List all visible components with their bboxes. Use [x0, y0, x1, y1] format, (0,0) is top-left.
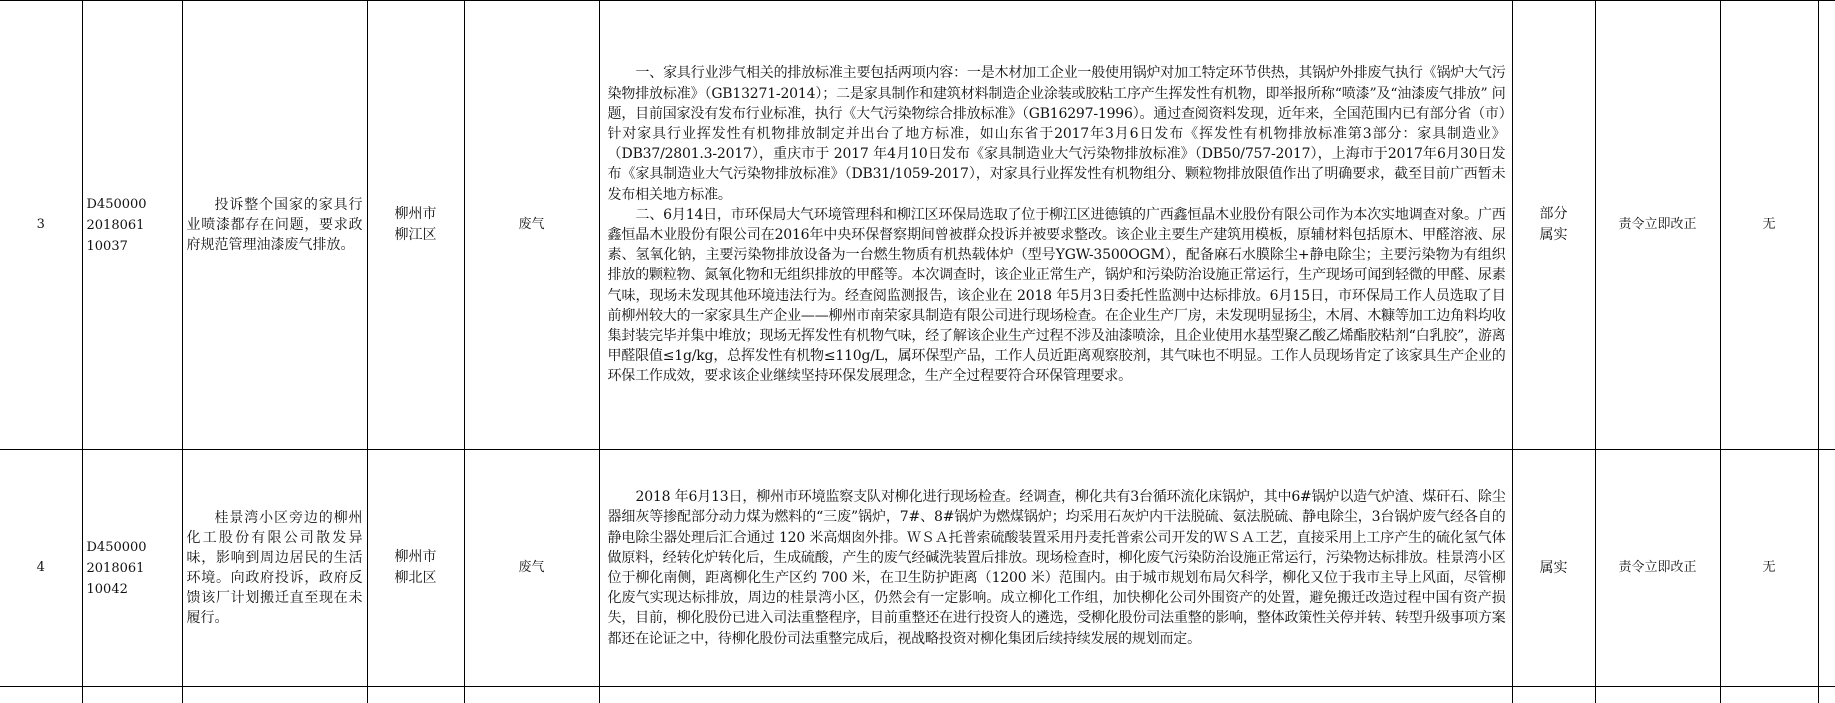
location-line: 柳北区: [368, 568, 464, 589]
action-cell: 责令立即改正: [1595, 450, 1720, 687]
pollution-type-cell: 废气: [464, 1, 599, 450]
status-line: 属实: [1513, 225, 1595, 246]
action-cell: 责令立即改正: [1595, 1, 1720, 450]
table-row: [0, 450, 1835, 687]
empty-cell: [182, 687, 367, 703]
location-line: 柳州市: [368, 547, 464, 568]
complaint-cell: [182, 450, 367, 687]
investigation-paragraph: 二、6月14日，市环保局大气环境管理科和柳江区环保局选取了位于柳江区进德镇的广西鑫恒晶木业股份有限公司作为本次实地调查对象。广西鑫恒晶木业股份有限公司在2016年中央环保督察期间曾被群众投诉并被要求整改。该企业主要生产建筑用模板，原辅材料包括原木、甲醛溶液、尿素、氢氧化钠，主要污染物排放设备为一台燃生物质有机热载体炉（型号YGW-3500OGM），配备麻石水膜除尘+静电除尘；主要污染物为有组织排放的颗粒物、氮氧化物和无组织排放的甲醛等。本次调查时，该企业正常生产，锅炉和污染防治设施正常运行，生产现场可闻到轻微的甲醛、尿素气味，现场未发现其他环境违法行为。经查阅监测报告，该企业在 2018 年5月3日委托性监测中达标排放。6月15日，市环保局工作人员选取了目前柳州较大的一家家具生产企业——柳州市南荣家具制造有限公司进行现场检查。在企业生产厂房，未发现明显扬尘，木屑、木糠等加工边角料均收集封装完毕并集中堆放；现场无挥发性有机物气味，经了解该企业生产过程不涉及油漆喷涂，且企业使用水基型聚乙酸乙烯酯胶粘剂“白乳胶”，游离甲醛限值≤1g/kg，总挥发性有机物≤110g/L，属环保型产品，工作人员近距离观察胶剂，其气味也不明显。工作人员现场肯定了该家具生产企业的环保工作成效，要求该企业继续坚持环保发展理念，生产全过程要符合环保管理要求。: [608, 205, 1506, 387]
table-row-partial: [0, 687, 1835, 703]
empty-cell: [1818, 687, 1835, 703]
case-id-cell: [82, 1, 182, 450]
status-line: 部分: [1513, 204, 1595, 225]
accountability-cell: 无: [1720, 1, 1818, 450]
location-cell: [367, 1, 464, 450]
investigation-cell: [599, 1, 1512, 450]
verification-status-cell: [1512, 1, 1595, 450]
case-id-line: 2018061: [87, 558, 182, 579]
empty-cell: [1595, 687, 1720, 703]
investigation-paragraph: 2018 年6月13日，柳州市环境监察支队对柳化进行现场检查。经调查，柳化共有3台循环流化床锅炉，其中6#锅炉以造气炉渣、煤矸石、除尘器细灰等掺配部分动力煤为燃料的“三废”锅炉，7#、8#锅炉为燃煤锅炉；均采用石灰炉内干法脱硫、氨法脱硫、静电除尘，3台锅炉废气经各自的静电除尘器处理后汇合通过 120 米高烟囱外排。ＷＳＡ托普索硫酸装置采用丹麦托普索公司开发的ＷＳＡ工艺，直接采用上工序产生的硫化氢气体做原料，经转化炉转化后，生成硫酸，产生的废气经碱洗装置后排放。现场检查时，柳化废气污染防治设施正常运行，污染物达标排放。桂景湾小区位于柳化南侧，距离柳化生产区约 700 米，在卫生防护距离（1200 米）范围内。由于城市规划布局欠科学，柳化又位于我市主导上风面，尽管柳化废气实现达标排放，周边的桂景湾小区，仍然会有一定影响。成立柳化工作组，加快柳化公司外围资产的处置，避免搬迁改造过程中国有资产损失，目前，柳化股份已进入司法重整程序，目前重整还在进行投资人的遴选，受柳化股份司法重整的影响，整体政策性关停并转、转型升级事项方案都还在论证之中，待柳化股份司法重整完成后，视战略投资对柳化集团后续持续发展的规划而定。: [608, 487, 1506, 649]
seq-cell: 3: [0, 1, 82, 450]
empty-cell: [599, 687, 1512, 703]
accountability-cell: 无: [1720, 450, 1818, 687]
case-id-line: D450000: [87, 194, 182, 215]
pollution-type-cell: 废气: [464, 450, 599, 687]
empty-cell: [464, 687, 599, 703]
complaint-text: 桂景湾小区旁边的柳州化工股份有限公司散发异味，影响到周边居民的生活环境。向政府投诉，政府反馈该厂计划搬迁直至现在未履行。: [187, 508, 363, 628]
complaint-cell: [182, 1, 367, 450]
extra-cell: [1818, 1, 1835, 450]
location-line: 柳江区: [368, 225, 464, 246]
case-id-line: 10042: [87, 579, 182, 600]
complaint-text: 投诉整个国家的家具行业喷漆都存在问题，要求政府规范管理油漆废气排放。: [187, 195, 363, 255]
verification-status-cell: [1512, 450, 1595, 687]
status-line: 属实: [1513, 558, 1595, 579]
investigation-cell: [599, 450, 1512, 687]
seq-cell: 4: [0, 450, 82, 687]
investigation-paragraph: 一、家具行业涉气相关的排放标准主要包括两项内容：一是木材加工企业一般使用锅炉对加工特定环节供热，其锅炉外排废气执行《锅炉大气污染物排放标准》（GB13271-2014）；二是家具制作和建筑材料制造企业涂装或胶粘工序产生挥发性有机物，即举报所称“喷漆”及“油漆废气排放” 问题，目前国家没有发布行业标准，执行《大气污染物综合排放标准》（GB16297-1996）。通过查阅资料发现，近年来，全国范围内已有部分省（市）针对家具行业挥发性有机物排放制定并出台了地方标准，如山东省于2017年3月6日发布《挥发性有机物排放标准第3部分：家具制造业》（DB37/2801.3-2017），重庆市于 2017 年4月10日发布《家具制造业大气污染物排放标准》（DB50/757-2017），上海市于2017年6月30日发布《家具制造业大气污染物排放标准》（DB31/1059-2017），对家具行业挥发性有机物组分、颗粒物排放限值作出了明确要求，截至目前广西暂未发布相关地方标准。: [608, 63, 1506, 204]
empty-cell: [1512, 687, 1595, 703]
table-row: [0, 1, 1835, 450]
case-id-line: 2018061: [87, 215, 182, 236]
location-line: 柳州市: [368, 204, 464, 225]
empty-cell: [0, 687, 82, 703]
empty-cell: [367, 687, 464, 703]
location-cell: [367, 450, 464, 687]
empty-cell: [1720, 687, 1818, 703]
empty-cell: [82, 687, 182, 703]
case-id-line: 10037: [87, 236, 182, 257]
case-id-cell: [82, 450, 182, 687]
extra-cell: [1818, 450, 1835, 687]
case-id-line: D450000: [87, 537, 182, 558]
